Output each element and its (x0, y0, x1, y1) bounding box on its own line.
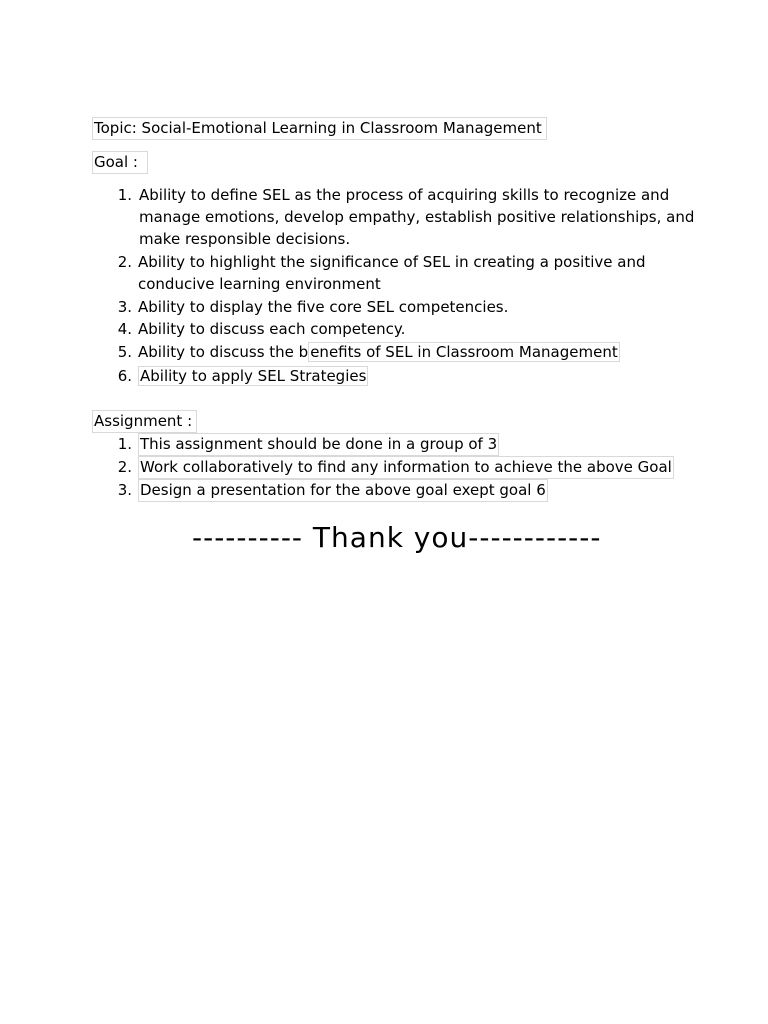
goal-line: Ability to define SEL as the process of acquiring skills to recognize and (139, 186, 670, 204)
goal-line: Ability to discuss each competency. (138, 320, 406, 338)
assignment-text: This assignment should be done in a group of 3 (138, 433, 499, 456)
goal-line (138, 341, 620, 363)
goal-number: 4. (117, 320, 132, 338)
goal-number: 1. (117, 186, 132, 204)
goal-line: manage emotions, develop empathy, establish positive relationships, and (139, 208, 695, 226)
goal-line: Ability to highlight the significance of SEL in creating a positive and (138, 253, 646, 271)
goal-heading-text: Goal : (92, 151, 148, 174)
goal-text-boxed: Ability to apply SEL Strategies (140, 367, 367, 385)
assignment-heading-text: Assignment : (92, 410, 197, 433)
goal-heading (92, 151, 148, 174)
goal-line: Ability to display the five core SEL competencies. (138, 298, 509, 316)
goal-number: 3. (117, 298, 132, 316)
topic-text: Topic: Social-Emotional Learning in Classroom Management (92, 117, 547, 140)
topic-line (92, 117, 547, 140)
goal-line: conducive learning environment (138, 275, 381, 293)
goal-number: 2. (117, 253, 132, 271)
assignment-text: Work collaboratively to find any information to achieve the above Goal (138, 456, 674, 479)
closing-thank-you: ---------- Thank you------------ (192, 521, 602, 554)
goal-number: 5. (117, 343, 132, 361)
assignment-number: 1. (117, 435, 132, 453)
goal-line: make responsible decisions. (139, 230, 351, 248)
assignment-number: 2. (117, 458, 132, 476)
assignment-heading (92, 410, 197, 433)
assignment-text: Design a presentation for the above goal exept goal 6 (138, 479, 548, 502)
goal-text-prefix: Ability to discuss the b (138, 343, 309, 361)
goal-line (138, 365, 368, 387)
goal-text-boxed: enefits of SEL in Classroom Management (310, 343, 618, 361)
goal-number: 6. (117, 367, 132, 385)
assignment-number: 3. (117, 481, 132, 499)
